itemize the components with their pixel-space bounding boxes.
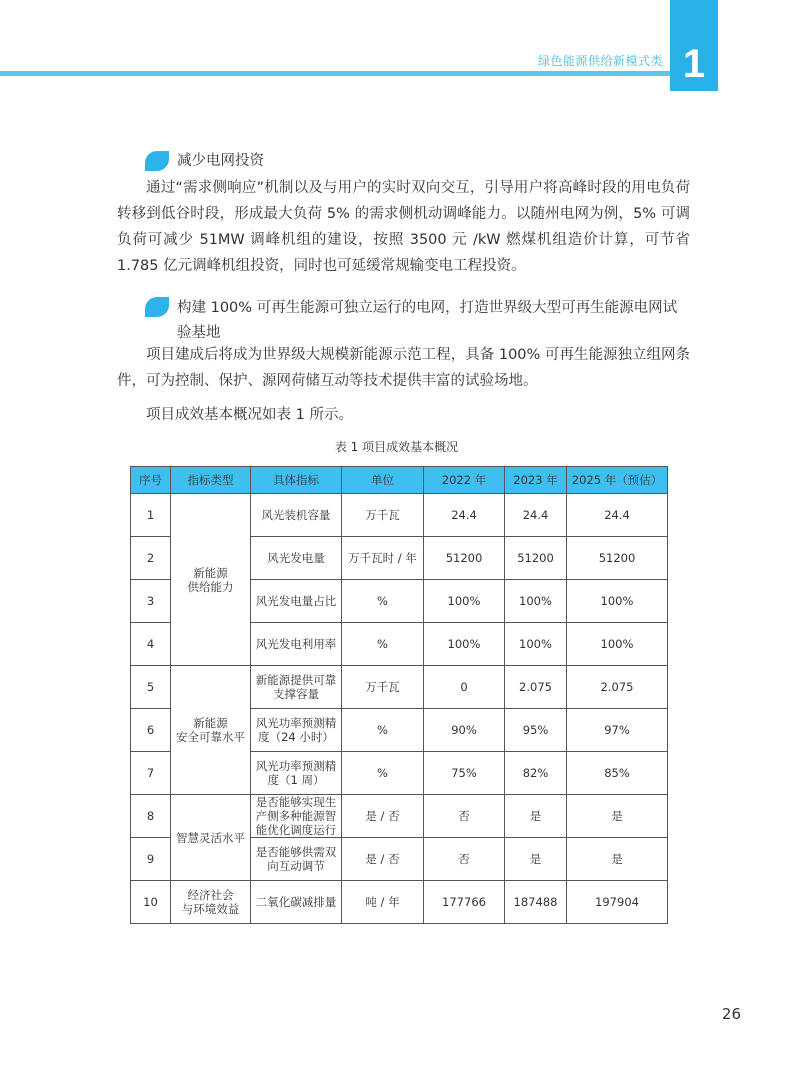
- value-2023-cell: 24.4: [505, 494, 567, 537]
- section-bullet-icon: [145, 151, 169, 171]
- value-2023-cell: 100%: [505, 623, 567, 666]
- results-table: [130, 466, 668, 924]
- header-cell: 2025 年（预估）: [567, 467, 668, 494]
- table-row: [131, 795, 668, 838]
- value-2023-cell: 是: [505, 795, 567, 838]
- row-number-cell: 3: [131, 580, 171, 623]
- section-2-title: 构建 100% 可再生能源可独立运行的电网，打造世界级大型可再生能源电网试验基地: [177, 300, 678, 341]
- value-2025-cell: 100%: [567, 623, 668, 666]
- table-intro: [146, 402, 690, 428]
- table-row: [131, 881, 668, 924]
- metric-cell: 风光发电量占比: [251, 580, 342, 623]
- row-number-cell: 6: [131, 709, 171, 752]
- value-2025-cell: 2.075: [567, 666, 668, 709]
- indicator-type-cell: 新能源 安全可靠水平: [171, 666, 251, 795]
- value-2022-cell: 51200: [424, 537, 505, 580]
- indicator-type-cell: 智慧灵活水平: [171, 795, 251, 881]
- value-2022-cell: 24.4: [424, 494, 505, 537]
- table-caption: 表 1 项目成效基本概况: [334, 440, 459, 454]
- value-2023-cell: 100%: [505, 580, 567, 623]
- unit-cell: 是 / 否: [342, 838, 424, 881]
- unit-cell: 万千瓦: [342, 494, 424, 537]
- value-2023-cell: 95%: [505, 709, 567, 752]
- value-2023-cell: 2.075: [505, 666, 567, 709]
- row-number-cell: 4: [131, 623, 171, 666]
- metric-cell: 风光功率预测精 度（24 小时）: [251, 709, 342, 752]
- value-2025-cell: 24.4: [567, 494, 668, 537]
- value-2023-cell: 51200: [505, 537, 567, 580]
- metric-cell: 风光发电利用率: [251, 623, 342, 666]
- value-2023-cell: 是: [505, 838, 567, 881]
- row-number-cell: 10: [131, 881, 171, 924]
- unit-cell: 是 / 否: [342, 795, 424, 838]
- header-cell: 指标类型: [171, 467, 251, 494]
- value-2025-cell: 97%: [567, 709, 668, 752]
- row-number-cell: 5: [131, 666, 171, 709]
- metric-cell: 风光发电量: [251, 537, 342, 580]
- unit-cell: 万千瓦: [342, 666, 424, 709]
- unit-cell: 万千瓦时 / 年: [342, 537, 424, 580]
- row-number-cell: 7: [131, 752, 171, 795]
- row-number-cell: 8: [131, 795, 171, 838]
- header-cell: 序号: [131, 467, 171, 494]
- unit-cell: %: [342, 623, 424, 666]
- chapter-tab: [670, 0, 718, 91]
- row-number-cell: 1: [131, 494, 171, 537]
- header-cell: 2022 年: [424, 467, 505, 494]
- unit-cell: 吨 / 年: [342, 881, 424, 924]
- header-cell: 2023 年: [505, 467, 567, 494]
- chapter-number: 1: [682, 42, 706, 86]
- unit-cell: %: [342, 752, 424, 795]
- unit-cell: %: [342, 709, 424, 752]
- section-1-text: 通过“需求侧响应”机制以及与用户的实时双向交互，引导用户将高峰时段的用电负荷转移到低谷时段，形成最大负荷 5% 的需求侧机动调峰能力。以随州电网为例，5% 可调负荷可减少 51MW 调峰机组的建设，按照 3500 元 /kW 燃煤机组造价计算，可节省 1.785 亿元调峰机组投资，同时也可延缓常规输变电工程投资。: [117, 180, 690, 274]
- table-intro-text: 项目成效基本概况如表 1 所示。: [146, 407, 353, 423]
- table-row: [131, 666, 668, 709]
- value-2025-cell: 85%: [567, 752, 668, 795]
- value-2025-cell: 51200: [567, 537, 668, 580]
- value-2022-cell: 否: [424, 795, 505, 838]
- table-row: [131, 494, 668, 537]
- row-number-cell: 9: [131, 838, 171, 881]
- value-2022-cell: 否: [424, 838, 505, 881]
- value-2022-cell: 177766: [424, 881, 505, 924]
- value-2025-cell: 197904: [567, 881, 668, 924]
- metric-cell: 是否能够供需双 向互动调节: [251, 838, 342, 881]
- value-2025-cell: 是: [567, 795, 668, 838]
- value-2022-cell: 100%: [424, 623, 505, 666]
- unit-cell: %: [342, 580, 424, 623]
- value-2023-cell: 82%: [505, 752, 567, 795]
- value-2022-cell: 90%: [424, 709, 505, 752]
- header-rule: [0, 71, 670, 76]
- value-2025-cell: 是: [567, 838, 668, 881]
- metric-cell: 新能源提供可靠 支撑容量: [251, 666, 342, 709]
- value-2025-cell: 100%: [567, 580, 668, 623]
- header-cell: 单位: [342, 467, 424, 494]
- value-2022-cell: 75%: [424, 752, 505, 795]
- section-1-paragraph: [117, 175, 690, 279]
- metric-cell: 二氧化碳减排量: [251, 881, 342, 924]
- section-bullet-icon: [145, 297, 169, 317]
- value-2022-cell: 0: [424, 666, 505, 709]
- row-number-cell: 2: [131, 537, 171, 580]
- indicator-type-cell: 新能源 供给能力: [171, 494, 251, 666]
- metric-cell: 风光装机容量: [251, 494, 342, 537]
- section-2-paragraph: [117, 342, 690, 394]
- value-2022-cell: 100%: [424, 580, 505, 623]
- section-2-text: 项目建成后将成为世界级大规模新能源示范工程，具备 100% 可再生能源独立组网条件，可为控制、保护、源网荷储互动等技术提供丰富的试验场地。: [117, 347, 690, 389]
- metric-cell: 风光功率预测精 度（1 周）: [251, 752, 342, 795]
- table-header-row: [131, 467, 668, 494]
- page-number: 26: [721, 1005, 741, 1023]
- indicator-type-cell: 经济社会 与环境效益: [171, 881, 251, 924]
- metric-cell: 是否能够实现生 产侧多种能源智 能优化调度运行: [251, 795, 342, 838]
- header-cell: 具体指标: [251, 467, 342, 494]
- running-title: 绿色能源供给新模式类: [537, 54, 663, 68]
- section-1-title: 减少电网投资: [177, 153, 264, 169]
- value-2023-cell: 187488: [505, 881, 567, 924]
